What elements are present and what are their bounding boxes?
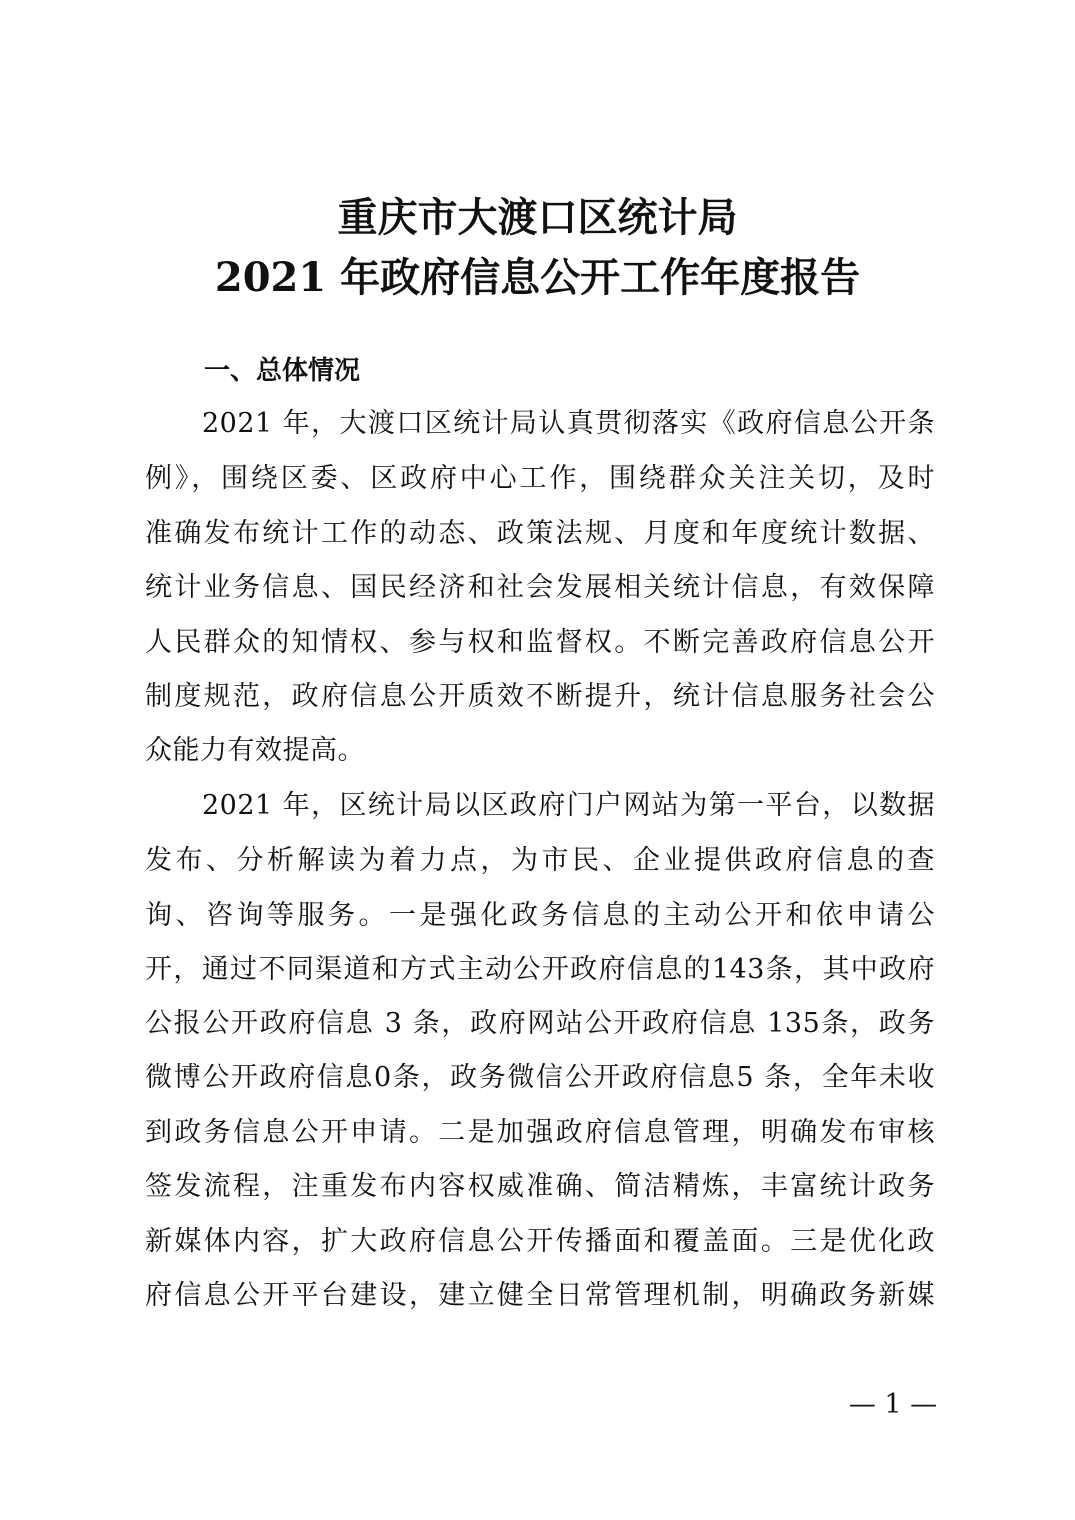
section-heading: 一、总体情况: [204, 356, 361, 386]
document-title: [0, 188, 1075, 308]
paragraph-line: 签发流程，注重发布内容权威准确、简洁精炼，丰富统计政务: [145, 1171, 935, 1202]
title-line-2: 2021 年政府信息公开工作年度报告: [214, 254, 861, 301]
paragraph-line: 发布、分析解读为着力点，为市民、企业提供政府信息的查: [145, 845, 935, 876]
paragraph-line: 2021 年，大渡口区统计局认真贯彻落实《政府信息公开条: [202, 408, 935, 439]
paragraph-line: 制度规范，政府信息公开质效不断提升，统计信息服务社会公: [145, 681, 935, 712]
paragraph-line: 准确发布统计工作的动态、政策法规、月度和年度统计数据、: [145, 518, 935, 549]
paragraph-line: 到政务信息公开申请。二是加强政府信息管理，明确发布审核: [145, 1117, 935, 1148]
paragraph-line: 府信息公开平台建设，建立健全日常管理机制，明确政务新媒: [145, 1280, 935, 1311]
paragraph-line: 众能力有效提高。: [145, 735, 365, 766]
paragraph-line: 微博公开政府信息0条，政务微信公开政府信息5 条，全年未收: [145, 1062, 935, 1093]
paragraph-line: 询、咨询等服务。一是强化政务信息的主动公开和依申请公: [145, 900, 935, 931]
paragraph-line: 开，通过不同渠道和方式主动公开政府信息的143条，其中政府: [145, 954, 935, 985]
paragraph-line: 人民群众的知情权、参与权和监督权。不断完善政府信息公开: [145, 627, 935, 658]
title-line-1: 重庆市大渡口区统计局: [337, 194, 738, 241]
paragraph-line: 统计业务信息、国民经济和社会发展相关统计信息，有效保障: [145, 572, 935, 603]
paragraph-line: 例》，围绕区委、区政府中心工作，围绕群众关注关切，及时: [145, 463, 935, 494]
paragraph-line: 公报公开政府信息 3 条，政府网站公开政府信息 135条，政务: [145, 1008, 935, 1039]
page-number: — 1 —: [848, 1389, 938, 1420]
paragraph-line: 新媒体内容，扩大政府信息公开传播面和覆盖面。三是优化政: [145, 1226, 935, 1257]
paragraph-line: 2021 年，区统计局以区政府门户网站为第一平台，以数据: [202, 790, 935, 821]
